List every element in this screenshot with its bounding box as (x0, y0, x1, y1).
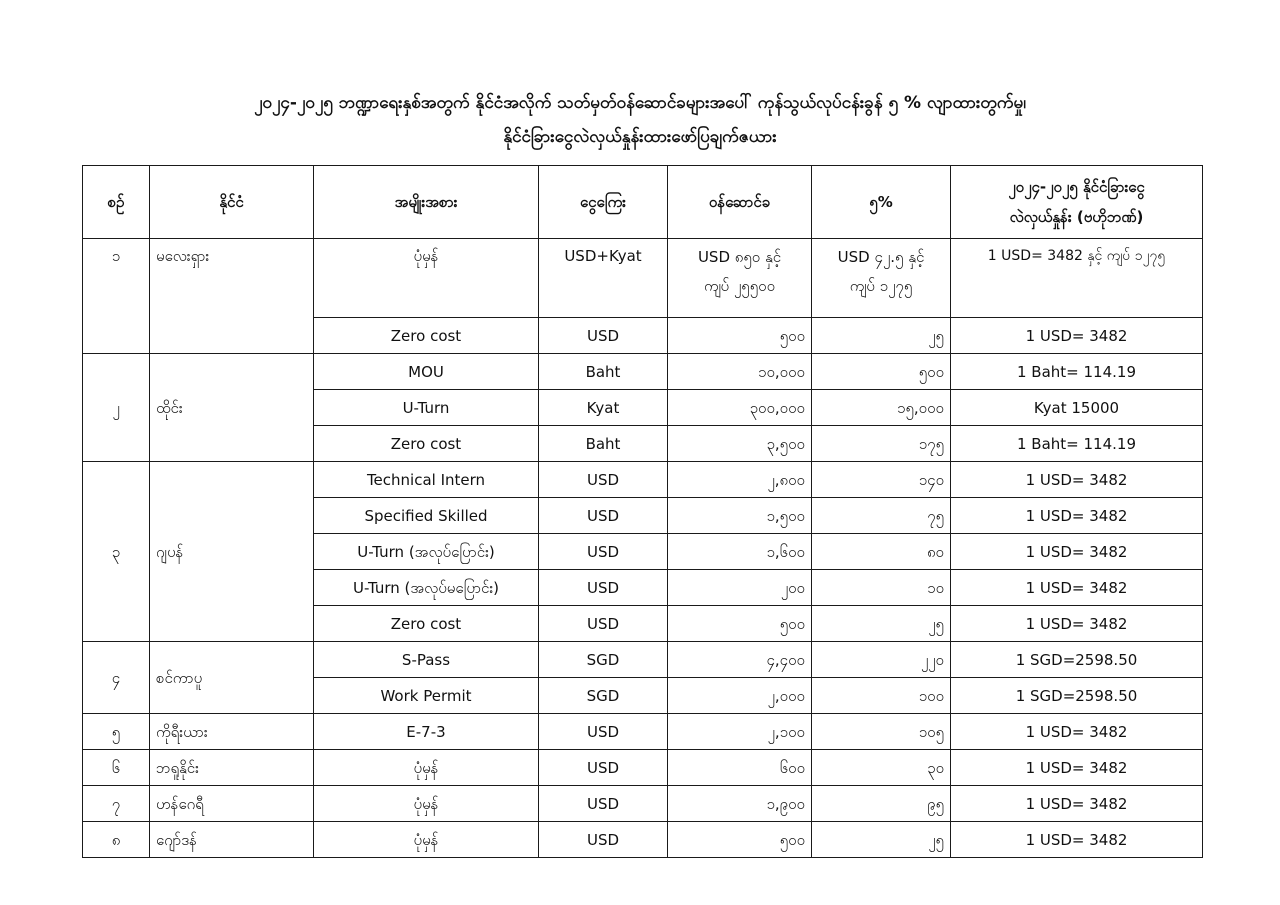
header-currency: ငွေကြေး (539, 166, 668, 239)
worker-type: Specified Skilled (314, 498, 539, 534)
service-fee: ၅၀၀ (668, 822, 812, 858)
worker-type: ပုံမှန် (314, 786, 539, 822)
header-no: စဉ် (83, 166, 150, 239)
worker-type: ပုံမှန် (314, 239, 539, 318)
five-percent-tax: ၁၄၀ (812, 462, 951, 498)
exchange-rate: 1 Baht= 114.19 (951, 426, 1203, 462)
service-fee-line-2: ကျပ် ၂၅၅၀၀ (703, 277, 776, 295)
country-name: ဂျော်ဒန် (150, 822, 314, 858)
table-body (83, 239, 1203, 858)
worker-type: U-Turn (အလုပ်မပြောင်း) (314, 570, 539, 606)
currency: USD (539, 750, 668, 786)
five-percent-tax: ၂၂၀ (812, 642, 951, 678)
service-fee-line-1: USD ၈၅၀ နှင့် (697, 248, 782, 266)
worker-type: Technical Intern (314, 462, 539, 498)
five-percent-tax: ၂၅ (812, 318, 951, 354)
header-type: အမျိုးအစား (314, 166, 539, 239)
worker-type: Zero cost (314, 426, 539, 462)
service-fee: ၄,၄၀၀ (668, 642, 812, 678)
service-fee: ၁,၆၀၀ (668, 534, 812, 570)
five-percent-tax-line-1: USD ၄၂.၅ နှင့် (837, 248, 925, 266)
row-number: ၇ (83, 786, 150, 822)
currency: USD (539, 498, 668, 534)
exchange-rate: 1 USD= 3482 (951, 822, 1203, 858)
currency: USD+Kyat (539, 239, 668, 318)
currency: SGD (539, 642, 668, 678)
five-percent-tax: ၈၀ (812, 534, 951, 570)
five-percent-tax: ၁၀၅ (812, 714, 951, 750)
worker-type: Work Permit (314, 678, 539, 714)
header-country: နိုင်ငံ (150, 166, 314, 239)
row-number: ၆ (83, 750, 150, 786)
currency: USD (539, 606, 668, 642)
country-name: ဘရူနိုင်း (150, 750, 314, 786)
worker-type: ပုံမှန် (314, 750, 539, 786)
service-fee: ၂၀၀ (668, 570, 812, 606)
service-fee: ၂,၈၀၀ (668, 462, 812, 498)
worker-type: ပုံမှန် (314, 822, 539, 858)
table-row (83, 462, 1203, 498)
currency: USD (539, 318, 668, 354)
exchange-rate: 1 USD= 3482 (951, 318, 1203, 354)
exchange-rate: 1 USD= 3482 (951, 534, 1203, 570)
row-number: ၅ (83, 714, 150, 750)
exchange-rate: 1 USD= 3482 (951, 786, 1203, 822)
service-fee (668, 239, 812, 318)
currency: USD (539, 822, 668, 858)
document-title-line-2: နိုင်ငံခြားငွေလဲလှယ်နှုန်းထားဖော်ပြချက်ဇယား (503, 127, 777, 147)
table-row (83, 714, 1203, 750)
currency: USD (539, 786, 668, 822)
worker-type: MOU (314, 354, 539, 390)
five-percent-tax: ၅၀၀ (812, 354, 951, 390)
service-fee: ၁,၉၀၀ (668, 786, 812, 822)
currency: USD (539, 570, 668, 606)
currency: USD (539, 714, 668, 750)
currency: USD (539, 462, 668, 498)
five-percent-tax: ၃၀ (812, 750, 951, 786)
header-exchange-rate-line-1: ၂၀၂၄-၂၀၂၅ နိုင်ငံခြားငွေ (1008, 178, 1145, 196)
exchange-rate: 1 Baht= 114.19 (951, 354, 1203, 390)
document-title-line-1: ၂၀၂၄-၂၀၂၅ ဘဏ္ဍာရေးနှစ်အတွက် နိုင်ငံအလိုက် သတ်မှတ်ဝန်ဆောင်ခများအပေါ် ကုန်သွယ်လုပ်ငန်းခွန် ၅ % လျာထားတွက်မှု၊ (254, 93, 1026, 113)
service-fee: ၃၀၀,၀၀၀ (668, 390, 812, 426)
exchange-rate: 1 SGD=2598.50 (951, 678, 1203, 714)
table-row (83, 786, 1203, 822)
five-percent-tax: ၇၅ (812, 498, 951, 534)
row-number: ၁ (83, 239, 150, 354)
five-percent-tax: ၂၅ (812, 606, 951, 642)
header-exchange-rate (951, 166, 1203, 239)
service-fee: ၂,၀၀၀ (668, 678, 812, 714)
five-percent-tax: ၁၅,၀၀၀ (812, 390, 951, 426)
table-row (83, 750, 1203, 786)
worker-type: E-7-3 (314, 714, 539, 750)
exchange-rate: 1 SGD=2598.50 (951, 642, 1203, 678)
service-fee: ၁၀,၀၀၀ (668, 354, 812, 390)
exchange-rate: 1 USD= 3482 (951, 462, 1203, 498)
header-fee: ဝန်ဆောင်ခ (668, 166, 812, 239)
country-name: ကိုရီးယား (150, 714, 314, 750)
exchange-rate: 1 USD= 3482 (951, 498, 1203, 534)
service-fee: ၁,၅၀၀ (668, 498, 812, 534)
service-fee: ၆၀၀ (668, 750, 812, 786)
worker-type: Zero cost (314, 606, 539, 642)
currency: Baht (539, 426, 668, 462)
country-name: စင်ကာပူ (150, 642, 314, 714)
currency: SGD (539, 678, 668, 714)
worker-type: S-Pass (314, 642, 539, 678)
country-name: ထိုင်း (150, 354, 314, 462)
five-percent-tax-line-2: ကျပ် ၁၂၇၅ (849, 277, 913, 295)
five-percent-tax: ၁၀၀ (812, 678, 951, 714)
exchange-rate: 1 USD= 3482 (951, 750, 1203, 786)
service-fee: ၅၀၀ (668, 606, 812, 642)
worker-type: U-Turn (314, 390, 539, 426)
table-row (83, 822, 1203, 858)
five-percent-tax: ၉၅ (812, 786, 951, 822)
currency: Baht (539, 354, 668, 390)
five-percent-tax: ၂၅ (812, 822, 951, 858)
service-fee: ၅၀၀ (668, 318, 812, 354)
row-number: ၈ (83, 822, 150, 858)
header-exchange-rate-line-2: လဲလှယ်နှုန်း (ဗဟိုဘဏ်) (1009, 208, 1144, 226)
worker-type: U-Turn (အလုပ်ပြောင်း) (314, 534, 539, 570)
worker-type: Zero cost (314, 318, 539, 354)
country-name: ဂျပန် (150, 462, 314, 642)
table-row (83, 354, 1203, 390)
service-fee: ၂,၁၀၀ (668, 714, 812, 750)
table-row (83, 642, 1203, 678)
exchange-rate: 1 USD= 3482 (951, 570, 1203, 606)
exchange-rate: 1 USD= 3482 (951, 606, 1203, 642)
table-header-row (83, 166, 1203, 239)
row-number: ၂ (83, 354, 150, 462)
currency: Kyat (539, 390, 668, 426)
row-number: ၃ (83, 462, 150, 642)
header-percent: ၅% (812, 166, 951, 239)
five-percent-tax (812, 239, 951, 318)
service-fee: ၃,၅၀၀ (668, 426, 812, 462)
exchange-rate-table (82, 165, 1203, 858)
country-name: မလေးရှား (150, 239, 314, 354)
exchange-rate: 1 USD= 3482 (951, 714, 1203, 750)
five-percent-tax: ၁၇၅ (812, 426, 951, 462)
currency: USD (539, 534, 668, 570)
table-row (83, 239, 1203, 318)
exchange-rate: Kyat 15000 (951, 390, 1203, 426)
five-percent-tax: ၁၀ (812, 570, 951, 606)
row-number: ၄ (83, 642, 150, 714)
country-name: ဟန်ဂေရီ (150, 786, 314, 822)
exchange-rate: 1 USD= 3482 နှင့် ကျပ် ၁၂၇၅ (951, 239, 1203, 318)
